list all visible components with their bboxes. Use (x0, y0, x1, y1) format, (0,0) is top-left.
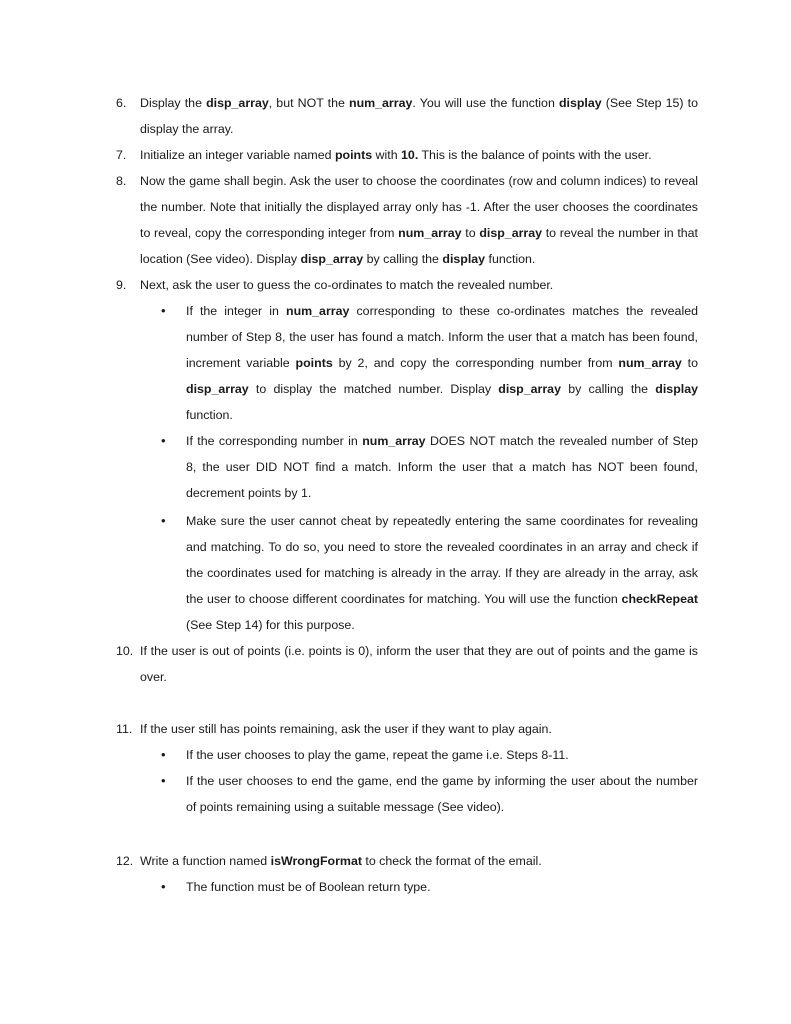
bullet-icon: • (161, 747, 166, 762)
step-number: 12. (116, 854, 134, 868)
bullet-icon: • (161, 513, 166, 528)
step-number: 9. (116, 278, 127, 292)
step-text: Next, ask the user to guess the co-ordinates to match the revealed number. (140, 278, 554, 292)
step-number: 6. (116, 96, 127, 110)
bullet-text: The function must be of Boolean return type. (186, 880, 431, 894)
step-number: 11. (116, 722, 133, 736)
step-number: 8. (116, 174, 127, 188)
bullet-icon: • (161, 303, 166, 318)
step-text: Display the disp_array, but NOT the num_array. You will use the function display (See Step 15) to display the array. (140, 96, 698, 136)
bullet-text: If the user chooses to end the game, end the game by informing the user about the number of points remaining using a suitable message (See video). (186, 774, 698, 814)
bullet-text: If the integer in num_array corresponding to these co-ordinates matches the revealed number of Step 8, the user has found a match. Inform the user that a match has been found, increment variable points by 2, and copy the corresponding number from num_array to disp_array to display the matched number. Display disp_array by calling the display function. (186, 304, 698, 422)
bullet-text: If the user chooses to play the game, repeat the game i.e. Steps 8-11. (186, 748, 569, 762)
step-text: Write a function named isWrongFormat to check the format of the email. (140, 854, 542, 868)
step-number: 7. (116, 148, 127, 162)
step-text: If the user is out of points (i.e. points is 0), inform the user that they are out of points and the game is over. (140, 644, 698, 684)
step-text: Initialize an integer variable named points with 10. This is the balance of points with the user. (140, 148, 652, 162)
bullet-icon: • (161, 433, 166, 448)
step-number: 10. (116, 644, 134, 658)
bullet-icon: • (161, 773, 166, 788)
bullet-text: Make sure the user cannot cheat by repeatedly entering the same coordinates for revealing and matching. To do so, you need to store the revealed coordinates in an array and check if the coordinates used for matching is already in the array. If they are already in the array, ask the user to choose different coordinates for matching. You will use the function checkRepeat (See Step 14) for this purpose. (186, 514, 698, 632)
bullet-icon: • (161, 879, 166, 894)
step-text: Now the game shall begin. Ask the user to choose the coordinates (row and column indices) to reveal the number. Note that initially the displayed array only has -1. After the user chooses the coordinates to reveal, copy the corresponding integer from num_array to disp_array to reveal the number in that location (See video). Display disp_array by calling the display function. (140, 174, 698, 266)
step-text: If the user still has points remaining, ask the user if they want to play again. (140, 722, 552, 736)
bullet-text: If the corresponding number in num_array DOES NOT match the revealed number of Step 8, the user DID NOT find a match. Inform the user that a match has NOT been found, decrement points by 1. (186, 434, 698, 500)
